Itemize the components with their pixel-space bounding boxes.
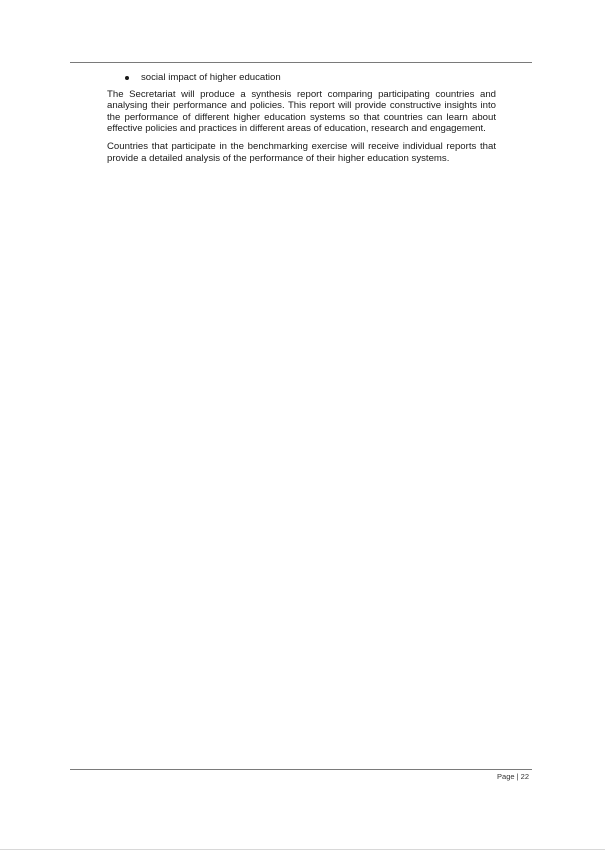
bullet-list bbox=[107, 72, 496, 84]
paragraph-synthesis-report: The Secretariat will produce a synthesis report comparing participating countries and analysing their performance and policies. This report will provide constructive insights into the performance of different higher education systems so that countries can learn about effective policies and practices in different areas of education, research and engagement. bbox=[107, 88, 496, 135]
paragraph-individual-reports: Countries that participate in the benchmarking exercise will receive individual reports that provide a detailed analysis of the performance of their higher education systems. bbox=[107, 140, 496, 164]
page-content bbox=[107, 72, 496, 170]
page-number: Page | 22 bbox=[497, 772, 529, 781]
bullet-text: social impact of higher education bbox=[141, 72, 281, 83]
header-divider bbox=[70, 62, 532, 63]
page-bottom-edge bbox=[0, 849, 605, 850]
bullet-item bbox=[107, 72, 496, 84]
bullet-icon bbox=[125, 76, 129, 80]
footer-divider bbox=[70, 769, 532, 770]
